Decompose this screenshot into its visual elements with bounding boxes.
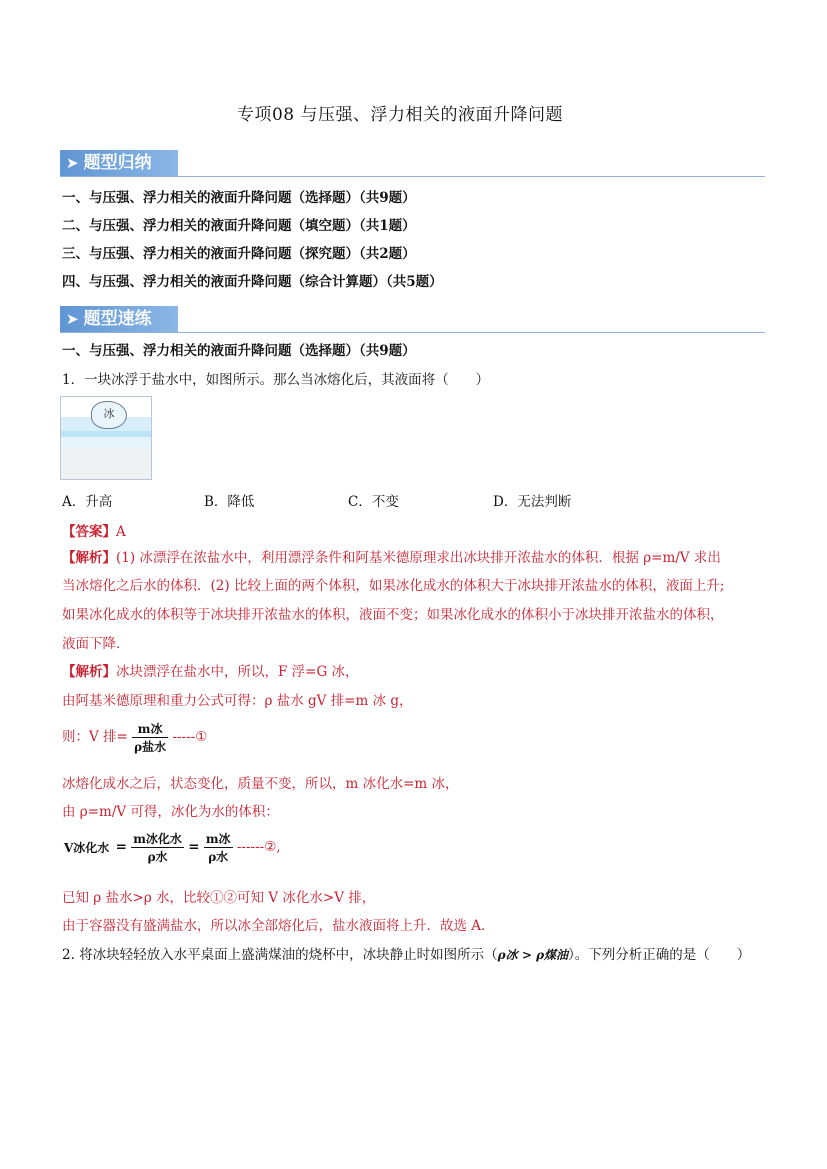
option-d: D．无法判断 <box>493 494 572 510</box>
analysis-label: 【解析】 <box>62 664 116 680</box>
option-c: C．不变 <box>348 494 399 510</box>
toc-item-1: 一、与压强、浮力相关的液面升降问题（选择题）（共9题） <box>62 190 416 206</box>
question-2-stem <box>62 943 750 963</box>
toc-item-4: 四、与压强、浮力相关的液面升降问题（综合计算题）（共5题） <box>62 274 443 290</box>
eq2-denominator-2: ρ水 <box>208 850 229 864</box>
ice-block-label: 冰 <box>91 401 127 429</box>
eq2-lhs: V冰化水 <box>64 841 110 855</box>
arrow-icon: ➤ <box>66 310 79 328</box>
q2-stem-end: ）。下列分析正确的是（ ） <box>568 947 751 963</box>
eq2-lhs-wrap <box>62 839 111 856</box>
eq1-fraction <box>132 720 168 755</box>
eq1-denominator: ρ盐水 <box>134 740 167 754</box>
page-title: 专项08 与压强、浮力相关的液面升降问题 <box>236 105 564 125</box>
analysis2-line-2: 由阿基米德原理和重力公式可得：ρ 盐水 gV 排=m 冰 g， <box>62 693 413 709</box>
eq2-denominator-1: ρ水 <box>147 850 168 864</box>
eq2-suffix: ------②, <box>236 839 281 855</box>
conclusion-line: 由于容器没有盛满盐水，所以冰全部熔化后，盐水液面将上升．故选 A． <box>62 918 495 934</box>
section-banner-summary <box>60 150 765 177</box>
analysis-label: 【解析】 <box>62 550 116 566</box>
melt-line: 冰熔化成水之后，状态变化，质量不变，所以，m 冰化水=m 冰， <box>62 776 459 792</box>
analysis2-line-1 <box>62 660 359 680</box>
section-banner-practice <box>60 306 765 333</box>
eq2-fraction-1 <box>131 830 184 865</box>
question-1-stem: 1．一块冰浮于盐水中，如图所示。那么当冰熔化后，其液面将（ ） <box>62 372 490 388</box>
option-a: A．升高 <box>62 494 113 510</box>
analysis-line-1 <box>62 546 721 566</box>
section-heading: 一、与压强、浮力相关的液面升降问题（选择题）（共9题） <box>62 343 416 359</box>
rho-line: 由 ρ=m/V 可得，冰化为水的体积： <box>62 804 279 820</box>
equation-1 <box>62 720 207 755</box>
toc-item-2: 二、与压强、浮力相关的液面升降问题（填空题）（共1题） <box>62 218 416 234</box>
analysis-line-4: 液面下降． <box>62 636 130 652</box>
answer-label: 【答案】 <box>62 524 116 540</box>
answer-value: A <box>116 524 126 540</box>
eq1-prefix: 则：V 排= <box>62 729 128 745</box>
analysis2-text: 冰块漂浮在盐水中，所以，F 浮=G 冰， <box>116 664 359 680</box>
eq2-numerator-1: m冰化水 <box>133 832 182 846</box>
eq2-fraction-2 <box>204 830 233 865</box>
q2-density-formula: ρ冰 > ρ煤油 <box>497 948 569 962</box>
option-b: B．降低 <box>204 494 255 510</box>
toc-item-3: 三、与压强、浮力相关的液面升降问题（探究题）（共2题） <box>62 246 416 262</box>
analysis-line-3: 如果冰化成水的体积等于冰块排开浓盐水的体积，液面不变；如果冰化成水的体积小于冰块排开浓盐水的体积， <box>62 607 724 623</box>
ice-in-salt-water-figure <box>60 396 152 480</box>
equation-2: V冰化水 = $\frac{\text{m冰化水}}{\text{ρ水}}$ = $\frac{\text{m冰}}{\text{ρ水}}$ ------②, <box>64 832 281 864</box>
eq2-numerator-2: m冰 <box>205 832 231 846</box>
eq1-suffix: -----① <box>172 729 208 745</box>
analysis-line-2: 当冰熔化之后水的体积．(2) 比较上面的两个体积，如果冰化成水的体积大于冰块排开浓盐水的体积，液面上升; <box>62 578 725 594</box>
q2-stem-start: 2. 将冰块轻轻放入水平桌面上盛满煤油的烧杯中，冰块静止时如图所示（ <box>62 947 498 963</box>
arrow-icon: ➤ <box>66 154 79 172</box>
known-line: 已知 ρ 盐水>ρ 水，比较①②可知 V 冰化水>V 排， <box>62 890 376 906</box>
answer-line <box>62 520 126 540</box>
banner-label: 题型速练 <box>83 309 152 329</box>
analysis-text: (1) 冰漂浮在浓盐水中，利用漂浮条件和阿基米德原理求出冰块排开浓盐水的体积．根据 ρ=m/V 求出 <box>116 550 721 566</box>
eq1-numerator: m冰 <box>132 720 168 738</box>
banner-label: 题型归纳 <box>83 153 152 173</box>
